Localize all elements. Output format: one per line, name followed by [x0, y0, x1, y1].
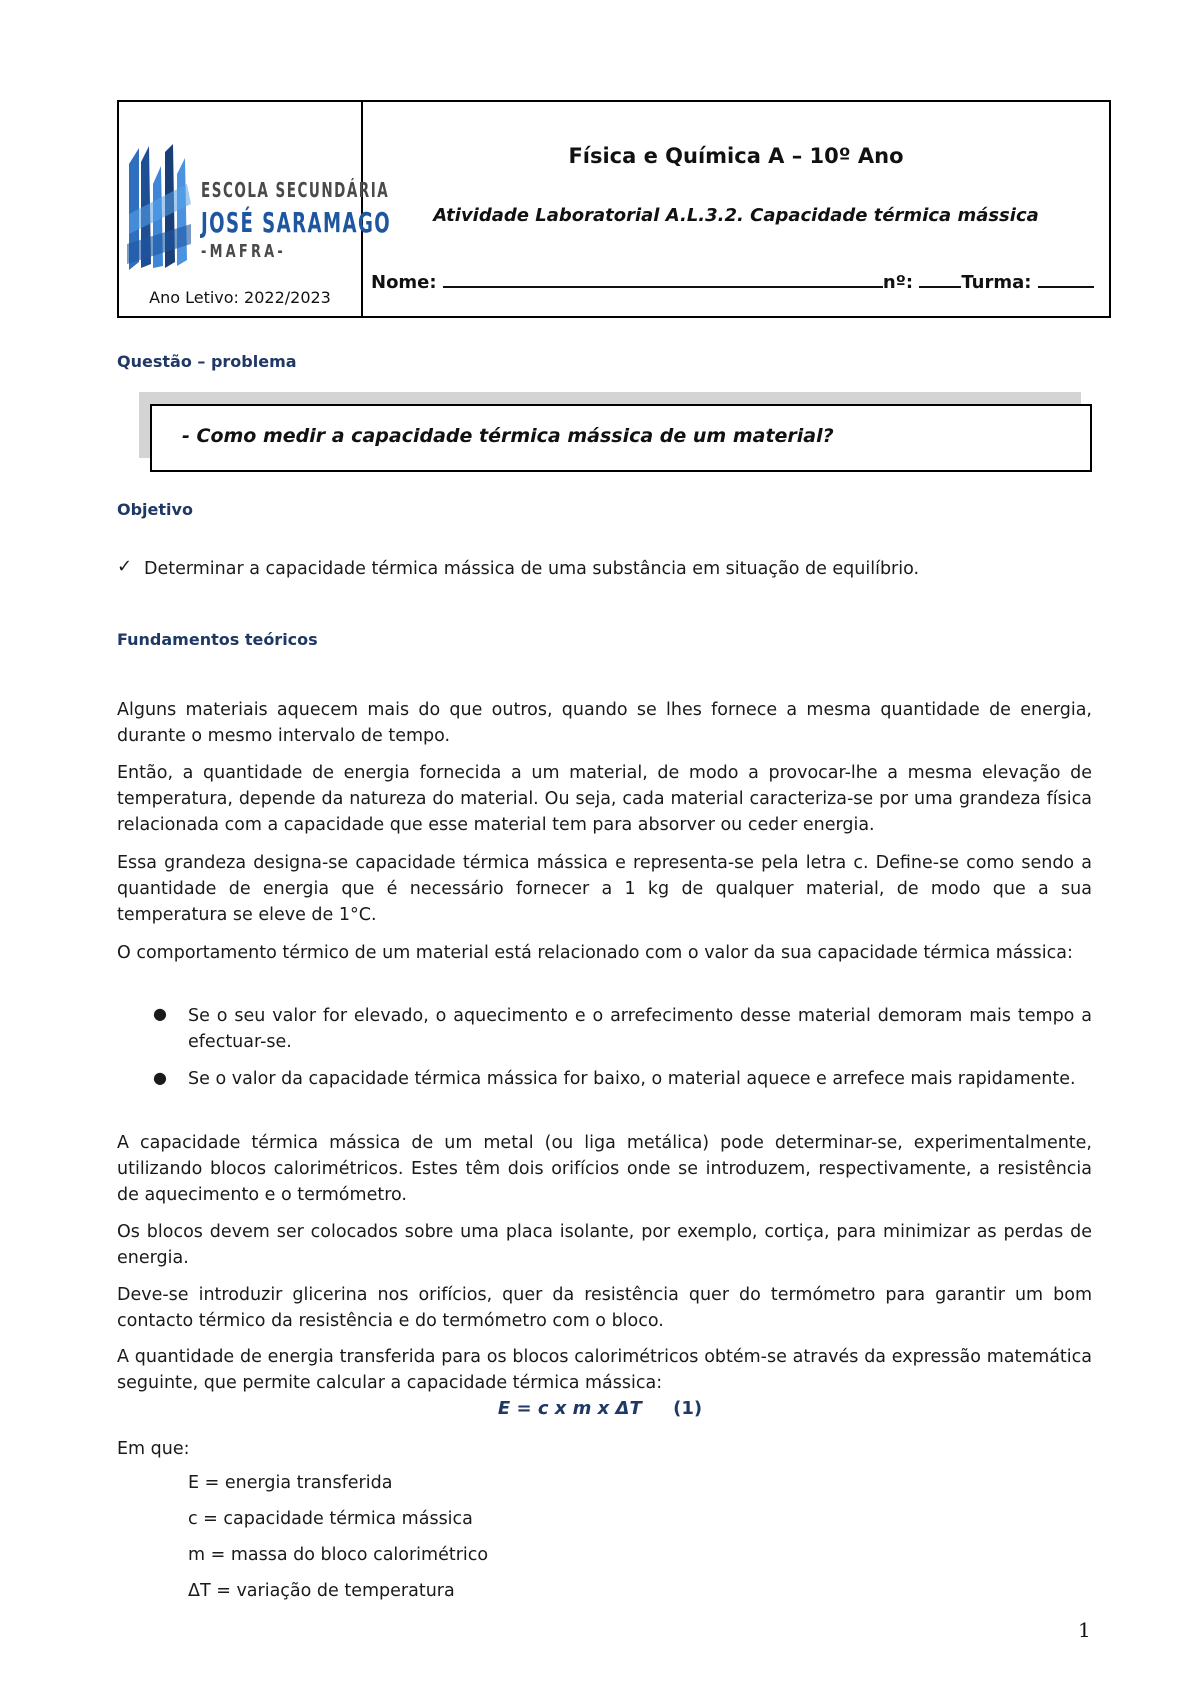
paragraph-8: A quantidade de energia transferida para os blocos calorimétricos obtém-se através da expressão matemática seguinte, que permite calcular a capacidade térmica mássica: [117, 1347, 1092, 1393]
bullet-icon: ● [153, 1004, 167, 1023]
logo-line-2: JOSÉ SARAMAGO [201, 206, 392, 239]
definition-item: c = capacidade térmica mássica [188, 1509, 473, 1529]
question-box [150, 404, 1092, 472]
nome-label: Nome: [371, 272, 437, 293]
question-text: - Como medir a capacidade térmica mássica de um material? [182, 425, 834, 447]
header-logo-cell [119, 102, 392, 316]
formula-number: (1) [673, 1398, 703, 1419]
definition-item: ΔT = variação de temperatura [188, 1581, 455, 1601]
definition-item: m = massa do bloco calorimétrico [188, 1545, 489, 1565]
bullet-item-2: Se o valor da capacidade térmica mássica for baixo, o material aquece e arrefece mais rapidamente. [188, 1069, 1076, 1089]
page-number: 1 [1078, 1618, 1091, 1642]
paragraph-5: A capacidade térmica mássica de um metal (ou liga metálica) pode determinar-se, experimentalmente, utilizando blocos calorimétricos. Estes têm dois orifícios onde se introduzem, respectivamente, a resistência de aquecimento e o termómetro. [117, 1133, 1092, 1205]
activity-title: Atividade Laboratorial A.L.3.2. Capacidade térmica mássica [433, 205, 1039, 226]
logo-line-1: ESCOLA SECUNDÁRIA [201, 178, 390, 202]
bullet-item-1: Se o seu valor for elevado, o aquecimento e o arrefecimento desse material demoram mais tempo a efectuar-se. [188, 1006, 1092, 1052]
numero-blank[interactable] [919, 268, 961, 288]
bullet-icon: ● [153, 1068, 167, 1087]
checkmark-icon: ✓ [117, 556, 133, 577]
paragraph-7: Deve-se introduzir glicerina nos orifícios, quer da resistência quer do termómetro para garantir um bom contacto térmico da resistência e do termómetro com o bloco. [117, 1285, 1092, 1331]
question-heading: Questão – problema [117, 352, 297, 371]
school-logo [125, 144, 392, 274]
logo-line-3: -MAFRA- [201, 241, 286, 262]
formula-expression: E = c x m x ΔT [497, 1398, 642, 1419]
paragraph-3: Essa grandeza designa-se capacidade térmica mássica e representa-se pela letra c. Define-se como sendo a quantidade de energia que é necessário fornecer a 1 kg de qualquer material, de modo que a sua temperatura se eleve de 1°C. [117, 853, 1092, 925]
header-table [117, 100, 1111, 318]
paragraph-2: Então, a quantidade de energia fornecida a um material, de modo a provocar-lhe a mesma elevação de temperatura, depende da natureza do material. Ou seja, cada material caracteriza-se por uma grandeza física relacionada com a capacidade que esse material tem para absorver ou ceder energia. [117, 763, 1092, 835]
fundamentals-heading: Fundamentos teóricos [117, 630, 318, 649]
objective-heading: Objetivo [117, 500, 193, 519]
nome-blank[interactable] [443, 268, 883, 288]
objective-text: Determinar a capacidade térmica mássica de uma substância em situação de equilíbrio. [144, 559, 920, 579]
energy-formula [0, 1398, 1200, 1419]
paragraph-1: Alguns materiais aquecem mais do que outros, quando se lhes fornece a mesma quantidade de energia, durante o mesmo intervalo de tempo. [117, 700, 1092, 746]
subject-title: Física e Química A – 10º Ano [568, 144, 904, 168]
turma-blank[interactable] [1038, 268, 1094, 288]
school-year: Ano Letivo: 2022/2023 [149, 288, 331, 307]
turma-label: Turma: [961, 272, 1032, 293]
student-info-row [371, 268, 1094, 293]
paragraph-6: Os blocos devem ser colocados sobre uma placa isolante, por exemplo, cortiça, para minimizar as perdas de energia. [117, 1222, 1092, 1268]
paragraph-4: O comportamento térmico de um material está relacionado com o valor da sua capacidade térmica mássica: [117, 943, 1073, 963]
em-que-label: Em que: [117, 1439, 190, 1459]
header-title-cell [363, 102, 1109, 316]
numero-label: nº: [882, 272, 914, 293]
definition-item: E = energia transferida [188, 1473, 393, 1493]
school-logo-icon [125, 144, 197, 274]
